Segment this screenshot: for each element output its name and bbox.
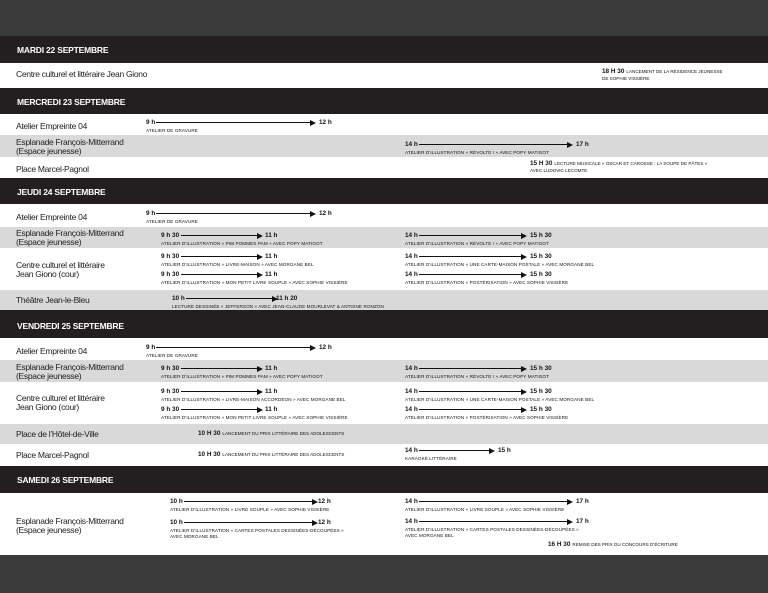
schedule-row <box>0 157 768 178</box>
arrow-icon <box>310 120 316 126</box>
duration-line <box>419 391 523 392</box>
event: 10 H 30 LANCEMENT DU PRIX LITTÉRAIRE DES ADOLESCENTS <box>198 451 345 458</box>
duration-line <box>419 256 523 257</box>
day-header-tuesday: MARDI 22 SEPTEMBRE <box>0 36 768 63</box>
arrow-icon <box>257 233 263 239</box>
venue-label: Esplanade François-Mitterrand (Espace jeunesse) <box>16 137 124 156</box>
arrow-icon <box>257 272 263 278</box>
duration-line <box>419 501 569 502</box>
arrow-icon <box>310 345 316 351</box>
schedule-row: Atelier Empreinte 04 9 h 12 h ATELIER DE GRAVURE <box>16 210 332 224</box>
arrow-icon <box>521 366 527 372</box>
schedule-row: Esplanade François-Mitterrand (Espace jeunesse) 10 h 12 h ATELIER D’ILLUSTRATION « LIVRE SOUPLE » AVEC SOPHIE VISSIÈRE 14 h 17 h ATELIER D’ILLUSTRATION « LIVRE SOUPLE » AVEC SOPHIE VISSIÈRE 10 h 12 h ATELIER D’ILLUSTRATION « CARTES POSTALES DESSINÉES-DÉCOUPÉES » AVEC MORGANE BEL 14 h 17 h ATELIER D’ILLUSTRATION « CARTES POSTALES DESSINÉES-DÉCOUPÉES » AVEC MORGANE BEL 16 H 30 REMISE DES PRIX DU CONCOURS D’ÉCRITURE <box>16 498 678 548</box>
venue-label: Esplanade François-Mitterrand (Espace jeunesse) <box>16 362 124 381</box>
schedule-row: Atelier Empreinte 04 9 h 12 h ATELIER DE GRAVURE <box>16 344 332 358</box>
schedule-row: Esplanade François-Mitterrand (Espace jeunesse) 9 h 30 11 h ATELIER D’ILLUSTRATION « PIM POMMES PAM » AVEC POPY MATIGOT 14 h 15 h 30 ATELIER D’ILLUSTRATION « RÉVOLTE ! » AVEC POPY MATIGOT <box>0 227 768 248</box>
arrow-icon <box>257 389 263 395</box>
venue-label: Atelier Empreinte 04 <box>16 346 88 356</box>
arrow-icon <box>521 233 527 239</box>
duration-line <box>156 213 312 214</box>
duration-line <box>186 298 274 299</box>
venue-label: Place Marcel-Pagnol <box>16 450 89 460</box>
arrow-icon <box>521 254 527 260</box>
venue-label: Esplanade François-Mitterrand (Espace jeunesse) <box>16 228 124 247</box>
venue-label: Atelier Empreinte 04 <box>16 212 88 222</box>
arrow-icon <box>310 211 316 217</box>
duration-line <box>181 235 259 236</box>
duration-line <box>156 122 312 123</box>
duration-line <box>419 368 523 369</box>
schedule-row: Centre culturel et littéraire Jean Giono (cour) 9 h 30 11 h ATELIER D’ILLUSTRATION « LIVRE-MAISON » AVEC MORGANE BEL 14 h 15 h 30 ATELIER D’ILLUSTRATION « UNE CARTE-MAISON POSTALE » AVEC MORGANE BEL 9 h 30 11 h ATELIER D’ILLUSTRATION « MON PETIT LIVRE SOUPLE » AVEC SOPHIE VISSIÈRE 14 h 15 h 30 ATELIER D’ILLUSTRATION « POSTÉRISATION » AVEC SOPHIE VISSIÈRE <box>16 253 595 285</box>
venue-label: Centre culturel et littéraire Jean Giono (cour) <box>16 393 105 412</box>
arrow-icon <box>567 519 573 525</box>
arrow-icon <box>567 142 573 148</box>
duration-line <box>419 144 569 145</box>
venue-label: Place de l’Hôtel-de-Ville <box>16 429 99 439</box>
day-header-saturday: SAMEDI 26 SEPTEMBRE <box>0 466 768 493</box>
duration-line <box>181 409 259 410</box>
arrow-icon <box>521 389 527 395</box>
duration-line <box>419 409 523 410</box>
event: 15 H 30 LECTURE MUSICALE « OSCAR ET CAROSSE : LA SOUPE DE PÂTES » AVEC LUDOVIC LECOMTE <box>530 160 708 173</box>
arrow-icon <box>257 254 263 260</box>
day-header-friday: VENDREDI 25 SEPTEMBRE <box>0 310 768 338</box>
schedule-row: Esplanade François-Mitterrand (Espace jeunesse) 14 h 17 h ATELIER D’ILLUSTRATION « RÉVOLTE ! » AVEC POPY MATIGOT <box>0 135 768 157</box>
event: 10 H 30 LANCEMENT DU PRIX LITTÉRAIRE DES ADOLESCENTS <box>198 430 345 437</box>
schedule-row <box>0 63 768 88</box>
venue-label: Atelier Empreinte 04 <box>16 121 88 131</box>
arrow-icon <box>489 448 495 454</box>
duration-line <box>156 347 312 348</box>
arrow-icon <box>521 407 527 413</box>
schedule-row: Centre culturel et littéraire Jean Giono (cour) 9 h 30 11 h ATELIER D’ILLUSTRATION « LIVRE-MAISON ACCORDÉON » AVEC MORGANE BEL 14 h 15 h 30 ATELIER D’ILLUSTRATION « UNE CARTE-MAISON POSTALE » AVEC MORGANE BEL 9 h 30 11 h ATELIER D’ILLUSTRATION « MON PETIT LIVRE SOUPLE » AVEC SOPHIE VISSIÈRE 14 h 15 h 30 ATELIER D’ILLUSTRATION « POSTÉRISATION » AVEC SOPHIE VISSIÈRE <box>16 388 595 420</box>
schedule-row: Esplanade François-Mitterrand (Espace jeunesse) 9 h 30 11 h ATELIER D’ILLUSTRATION « PIM POMMES PAM » AVEC POPY MATIGOT 14 h 15 h 30 ATELIER D’ILLUSTRATION « RÉVOLTE ! » AVEC POPY MATIGOT <box>0 360 768 382</box>
arrow-icon <box>521 272 527 278</box>
venue-label: Centre culturel et littéraire Jean Giono (cour) <box>16 260 105 279</box>
schedule-row: Théâtre Jean-le-Bleu 10 h 11 h 20 LECTURE DESSINÉE « JEFFERSON » AVEC JEAN-CLAUDE MOURLEVAT & ANTOINE RONZON <box>0 290 768 310</box>
venue-label: Centre culturel et littéraire Jean Giono <box>16 69 148 79</box>
duration-line <box>181 256 259 257</box>
schedule-row <box>0 424 768 444</box>
duration-line <box>181 274 259 275</box>
top-band <box>0 0 768 36</box>
event: 18 H 30 LANCEMENT DE LA RÉSIDENCE JEUNESSE DE SOPHIE VISSIÈRE <box>602 68 723 81</box>
duration-line <box>181 391 259 392</box>
day-header-thursday: JEUDI 24 SEPTEMBRE <box>0 178 768 204</box>
venue-label: Théâtre Jean-le-Bleu <box>16 295 90 305</box>
venue-label: Esplanade François-Mitterrand (Espace jeunesse) <box>16 516 124 535</box>
arrow-icon <box>567 499 573 505</box>
venue-label: Place Marcel-Pagnol <box>16 164 89 174</box>
day-header-wednesday: MERCREDI 23 SEPTEMBRE <box>0 88 768 114</box>
duration-line <box>184 501 314 502</box>
duration-line <box>419 274 523 275</box>
arrow-icon <box>257 366 263 372</box>
arrow-icon <box>257 407 263 413</box>
duration-line <box>419 235 523 236</box>
event: 16 H 30 REMISE DES PRIX DU CONCOURS D’ÉCRITURE <box>548 541 678 548</box>
bottom-band <box>0 555 768 593</box>
duration-line <box>419 450 491 451</box>
schedule-row: Atelier Empreinte 04 9 h 12 h ATELIER DE GRAVURE <box>16 119 332 133</box>
schedule-row: Place Marcel-Pagnol 10 H 30 LANCEMENT DU PRIX LITTÉRAIRE DES ADOLESCENTS 14 h 15 h KARAOKÉ LITTÉRAIRE <box>16 447 511 461</box>
duration-line <box>184 522 314 523</box>
duration-line <box>181 368 259 369</box>
duration-line <box>419 521 569 522</box>
